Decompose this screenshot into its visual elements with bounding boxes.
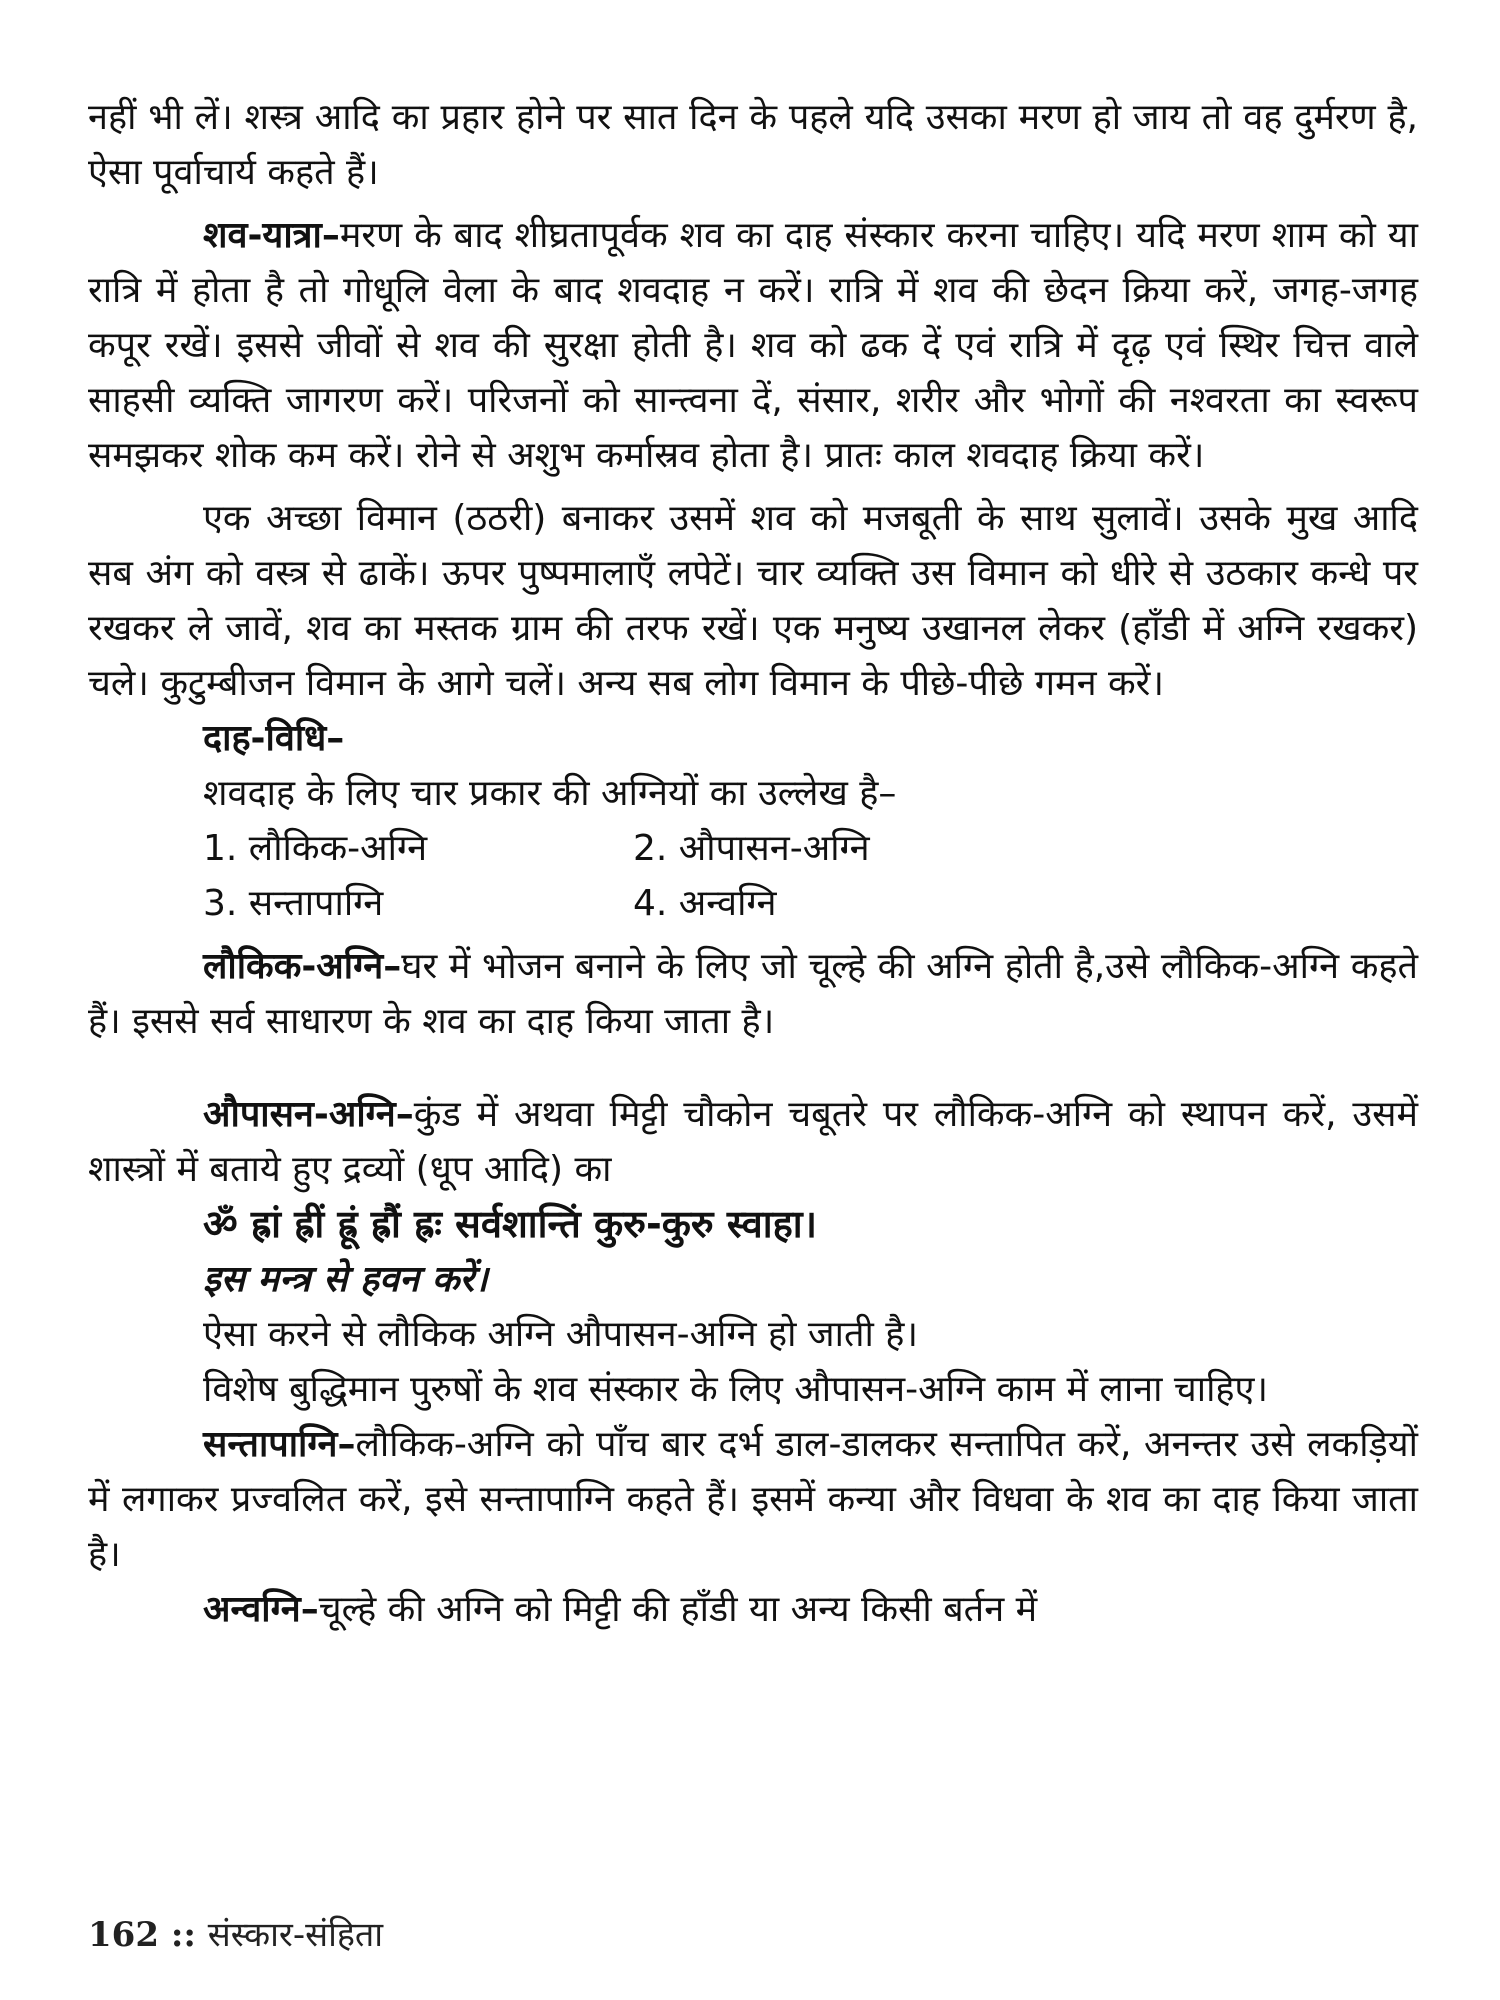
dah-vidhi-intro: शवदाह के लिए चार प्रकार की अग्नियों का उल्लेख है–	[203, 773, 897, 814]
paragraph-aupasan-agni	[88, 1087, 1418, 1197]
section-heading-aupasan-agni: औपासन-अग्नि–	[203, 1094, 414, 1135]
section-heading-anvagni: अन्वग्नि–	[203, 1589, 319, 1630]
santapagni-text: लौकिक-अग्नि को पाँच बार दर्भ डाल-डालकर सन्तापित करें, अनन्तर उसे लकड़ियों में लगाकर प्रज्वलित करें, इसे सन्तापाग्नि कहते हैं। इसमें कन्या और विधवा के शव का दाह किया जाता है।	[88, 1424, 1418, 1575]
paragraph-laukik-agni	[88, 939, 1418, 1049]
page-number: 162	[88, 1915, 159, 1955]
page-footer	[88, 1910, 383, 1956]
shav-yatra-text: मरण के बाद शीघ्रतापूर्वक शव का दाह संस्कार करना चाहिए। यदि मरण शाम को या रात्रि में होता है तो गोधूलि वेला के बाद शवदाह न करें। रात्रि में शव की छेदन क्रिया करें, जगह-जगह कपूर रखें। इससे जीवों से शव की सुरक्षा होती है। शव को ढक दें एवं रात्रि में दृढ़ एवं स्थिर चित्त वाले साहसी व्यक्ति जागरण करें। परिजनों को सान्त्वना दें, संसार, शरीर और भोगों की नश्वरता का स्वरूप समझकर शोक कम करें। रोने से अशुभ कर्मास्रव होता है। प्रातः काल शवदाह क्रिया करें।	[88, 215, 1418, 476]
agni-list-item: 1. लौकिक-अग्नि	[203, 828, 428, 869]
section-heading-laukik-agni: लौकिक-अग्नि–	[203, 946, 402, 987]
laukik-agni-text: घर में भोजन बनाने के लिए जो चूल्हे की अग्नि होती है,उसे लौकिक-अग्नि कहते हैं। इससे सर्व साधारण के शव का दाह किया जाता है।	[88, 946, 1418, 1042]
mantra-instruction: इस मन्त्र से हवन करें।	[203, 1259, 488, 1300]
book-title: संस्कार-संहिता	[207, 1915, 384, 1955]
paragraph-opening: नहीं भी लें। शस्त्र आदि का प्रहार होने पर सात दिन के पहले यदि उसका मरण हो जाय तो वह दुर्मरण है, ऐसा पूर्वाचार्य कहते हैं।	[88, 97, 1418, 193]
aupasan-result: ऐसा करने से लौकिक अग्नि औपासन-अग्नि हो जाती है।	[203, 1314, 918, 1355]
mantra-line: ॐ ह्रां ह्रीं ह्रूं ह्रौं ह्रः सर्वशान्तिं कुरु-कुरु स्वाहा।	[203, 1202, 818, 1246]
agni-list-item: 4. अन्वग्नि	[633, 883, 777, 924]
book-page	[88, 90, 1418, 1970]
section-heading-dah-vidhi: दाह-विधि–	[203, 718, 345, 759]
paragraph-anvagni	[88, 1582, 1418, 1637]
paragraph-santapagni	[88, 1417, 1418, 1582]
section-heading-santapagni: सन्तापाग्नि–	[203, 1424, 356, 1465]
aupasan-agni-text: कुंड में अथवा मिट्टी चौकोन चबूतरे पर लौकिक-अग्नि को स्थापन करें, उसमें शास्त्रों में बताये हुए द्रव्यों (धूप आदि) का	[88, 1094, 1418, 1190]
agni-list-item: 2. औपासन-अग्नि	[633, 828, 870, 869]
agni-list-item: 3. सन्तापाग्नि	[203, 883, 384, 924]
agni-list	[88, 821, 1418, 931]
paragraph-vishesh: विशेष बुद्धिमान पुरुषों के शव संस्कार के लिए औपासन-अग्नि काम में लाना चाहिए।	[203, 1369, 1269, 1410]
paragraph-viman: एक अच्छा विमान (ठठरी) बनाकर उसमें शव को मजबूती के साथ सुलावें। उसके मुख आदि सब अंग को वस्त्र से ढाकें। ऊपर पुष्पमालाएँ लपेटें। चार व्यक्ति उस विमान को धीरे से उठकार कन्धे पर रखकर ले जावें, शव का मस्तक ग्राम की तरफ रखें। एक मनुष्य उखानल लेकर (हाँडी में अग्नि रखकर) चले। कुटुम्बीजन विमान के आगे चलें। अन्य सब लोग विमान के पीछे-पीछे गमन करें।	[88, 498, 1418, 704]
anvagni-text: चूल्हे की अग्नि को मिट्टी की हाँडी या अन्य किसी बर्तन में	[318, 1589, 1038, 1630]
paragraph-shav-yatra	[88, 208, 1418, 483]
section-heading-shav-yatra: शव-यात्रा–	[203, 215, 340, 256]
footer-separator: ::	[170, 1915, 196, 1955]
